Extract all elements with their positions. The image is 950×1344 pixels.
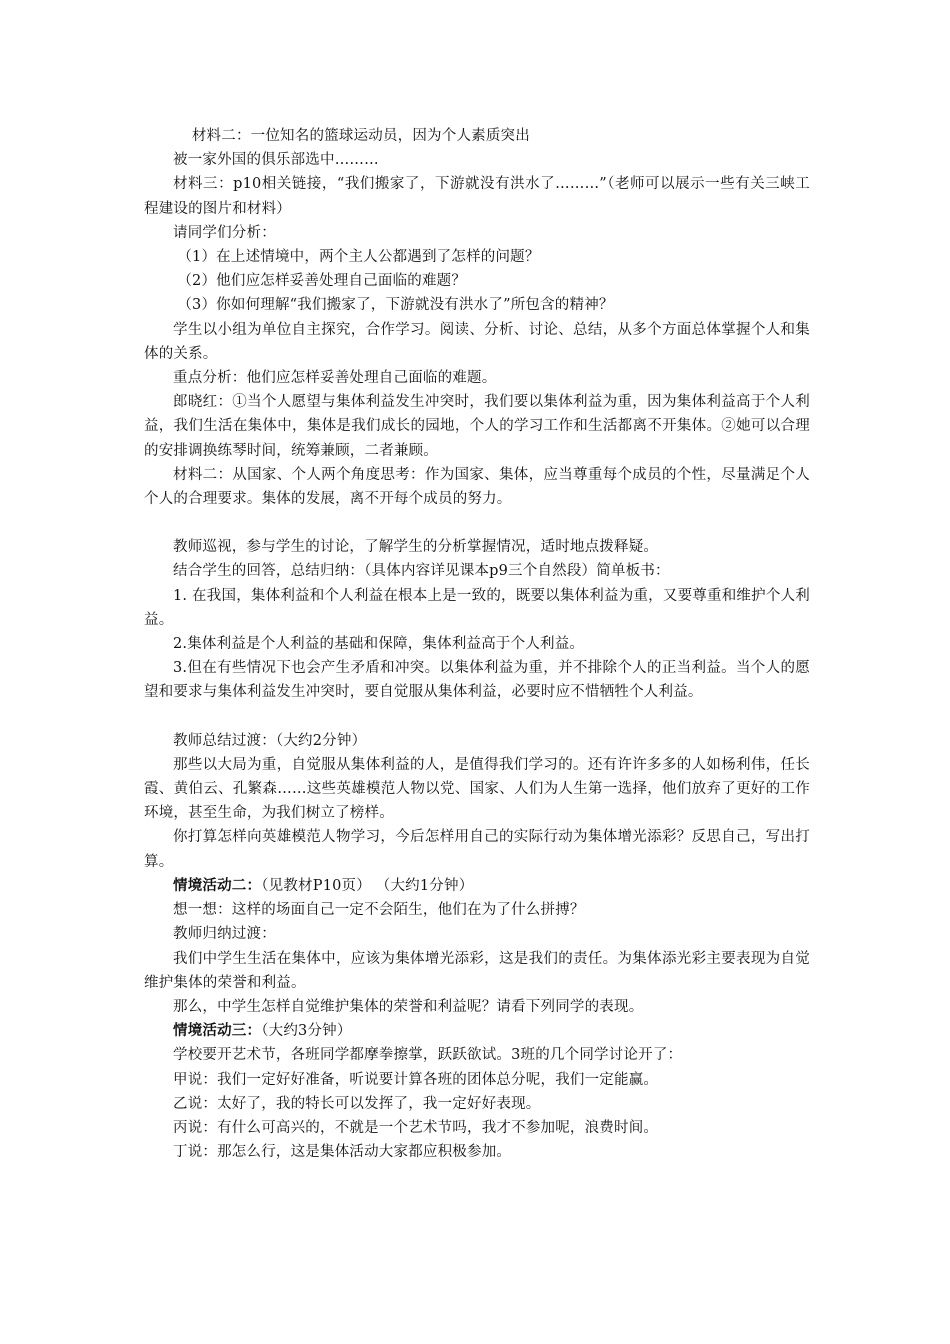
student-jia: 甲说：我们一定好好准备，听说要计算各班的团体总分呢，我们一定能赢。 <box>173 1071 659 1088</box>
student-yi: 乙说：太好了，我的特长可以发挥了，我一定好好表现。 <box>173 1095 541 1112</box>
students-responsibility: 我们中学生生活在集体中，应该为集体增光添彩，这是我们的责任。为集体添光彩主要表现为自觉维护集体的荣誉和利益。 <box>144 950 810 991</box>
heroes-paragraph: 那些以大局为重，自觉服从集体利益的人，是值得我们学习的。还有许许多多的人如杨利伟，任长霞、黄伯云、孔繁森……这些英雄模范人物以党、国家、人们为人生第一选择，他们放弃了更好的工作环境，甚至生命，为我们树立了榜样。 <box>144 756 810 822</box>
material-two-continued: 被一家外国的俱乐部选中……… <box>173 152 379 169</box>
group-study-paragraph: 学生以小组为单位自主探究，合作学习。阅读、分析、讨论、总结，从多个方面总体掌握个人和集体的关系。 <box>144 321 810 362</box>
document-body <box>144 124 810 1164</box>
teacher-transition: 教师总结过渡：（大约2分钟） <box>173 732 367 749</box>
summary-point-3: 3.但在有些情况下也会产生矛盾和冲突。以集体利益为重，并不排除个人的正当利益。当个人的愿望和要求与集体利益发生冲突时，要自觉服从集体利益，必要时应不惜牺牲个人利益。 <box>144 660 810 701</box>
how-to-maintain: 那么，中学生怎样自觉维护集体的荣誉和利益呢？请看下列同学的表现。 <box>173 998 644 1015</box>
activity-two-heading: 情境活动二： <box>173 876 262 894</box>
question-3: （3）你如何理解“我们搬家了，下游就没有洪水了”所包含的精神？ <box>177 297 614 314</box>
analysis-prompt: 请同学们分析： <box>173 224 276 241</box>
activity-three-heading: 情境活动三： <box>173 1022 262 1040</box>
blank-line <box>144 705 810 729</box>
summary-point-2: 2.集体利益是个人利益的基础和保障，集体利益高于个人利益。 <box>173 636 585 653</box>
art-festival-scenario: 学校要开艺术节，各班同学都摩拳擦掌，跃跃欲试。3班的几个同学讨论开了： <box>173 1047 683 1064</box>
question-2: （2）他们应怎样妥善处理自己面临的难题？ <box>177 273 467 290</box>
blank-line <box>144 511 810 535</box>
activity-three-note: （大约3分钟） <box>261 1023 352 1040</box>
student-bing: 丙说：有什么可高兴的，不就是一个艺术节吗，我才不参加呢，浪费时间。 <box>173 1119 659 1136</box>
activity-two-note: （见教材P10页） （大约1分钟） <box>261 877 474 894</box>
teacher-patrol: 教师巡视，参与学生的讨论，了解学生的分析掌握情况，适时地点拨释疑。 <box>173 539 659 556</box>
teacher-summary-transition: 教师归纳过渡： <box>173 926 276 943</box>
material-two-intro: 材料二：一位知名的篮球运动员，因为个人素质突出 <box>191 128 530 144</box>
question-1: （1）在上述情境中，两个主人公都遇到了怎样的问题？ <box>177 249 540 266</box>
key-analysis: 重点分析：他们应怎样妥善处理自己面临的难题。 <box>173 370 497 387</box>
activity-three-line <box>144 1019 810 1043</box>
think-question: 想一想：这样的场面自己一定不会陌生，他们在为了什么拼搏？ <box>173 902 585 919</box>
material-three: 材料三：p10相关链接，“我们搬家了，下游就没有洪水了………”（老师可以展示一些有关三峡工程建设的图片和材料） <box>144 176 810 217</box>
lang-xiaohong-paragraph: 郎晓红：①当个人愿望与集体利益发生冲突时，我们要以集体利益为重，因为集体利益高于个人利益，我们生活在集体中，集体是我们成长的园地，个人的学习工作和生活都离不开集体。②她可以合理的安排调换练琴时间，统筹兼顾，二者兼顾。 <box>144 394 810 459</box>
activity-two-line <box>144 874 810 898</box>
plan-paragraph: 你打算怎样向英雄模范人物学习，今后怎样用自己的实际行动为集体增光添彩？反思自己，写出打算。 <box>144 829 810 870</box>
summary-point-1: 1. 在我国，集体利益和个人利益在根本上是一致的，既要以集体利益为重，又要尊重和维护个人利益。 <box>144 587 810 628</box>
summary-intro: 结合学生的回答，总结归纳：（具体内容详见课本p9三个自然段）简单板书： <box>173 563 670 580</box>
material-two-analysis: 材料二：从国家、个人两个角度思考：作为国家、集体，应当尊重每个成员的个性，尽量满足个人个人的合理要求。集体的发展，离不开每个成员的努力。 <box>144 466 810 508</box>
student-ding: 丁说：那怎么行，这是集体活动大家都应积极参加。 <box>173 1144 512 1161</box>
